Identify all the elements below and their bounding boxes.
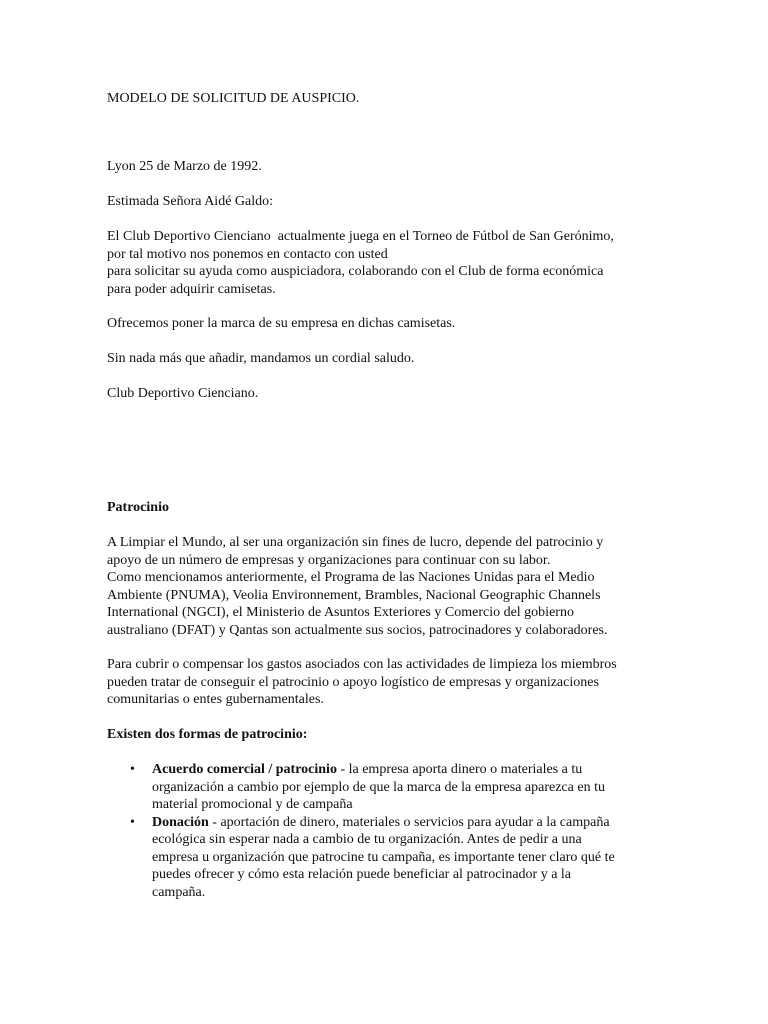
text-line: para solicitar su ayuda como auspiciadora, colaborando con el Club de forma económica <box>107 264 604 279</box>
bullet-icon: • <box>130 814 135 830</box>
text-line: Ambiente (PNUMA), Veolia Environnement, Brambles, Nacional Geographic Channels <box>107 587 601 603</box>
text-line: ecológica sin esperar nada a cambio de tu organización. Antes de pedir a una <box>152 832 582 847</box>
text-line: comunitarias o entes gubernamentales. <box>107 692 324 707</box>
text-line: International (NGCI), el Ministerio de Asuntos Exteriores y Comercio del gobierno <box>107 605 574 620</box>
text-line: material promocional y de campaña <box>152 797 353 812</box>
forms-list <box>107 761 667 901</box>
text-line: pueden tratar de conseguir el patrocinio o apoyo logístico de empresas y organizaciones <box>107 674 599 690</box>
text-line: El Club Deportivo Cienciano actualmente juega en el Torneo de Fútbol de San Gerónimo, <box>107 229 614 244</box>
letter-paragraph-closing: Sin nada más que añadir, mandamos un cordial saludo. <box>107 351 415 366</box>
text-line: apoyo de un número de empresas y organizaciones para continuar con su labor. <box>107 552 551 568</box>
list-item <box>107 814 667 902</box>
text-line: Para cubrir o compensar los gastos asociados con las actividades de limpieza los miembros <box>107 657 617 672</box>
bullet-icon: • <box>130 762 135 777</box>
patrocinio-paragraph-2 <box>107 656 667 709</box>
text-line: campaña. <box>152 884 206 900</box>
list-item-term: Acuerdo comercial / patrocinio <box>152 762 337 777</box>
list-item-text: - aportación de dinero, materiales o servicios para ayudar a la campaña <box>208 814 610 830</box>
text-line: organización a cambio por ejemplo de que la marca de la empresa aparezca en tu <box>152 779 605 795</box>
text-line: A Limpiar el Mundo, al ser una organización sin fines de lucro, depende del patrocinio y <box>107 535 604 550</box>
text-line: puedes ofrecer y cómo esta relación puede beneficiar al patrocinador y a la <box>152 867 572 882</box>
text-line: por tal motivo nos ponemos en contacto con usted <box>107 246 388 262</box>
text-line: australiano (DFAT) y Qantas son actualmente sus socios, patrocinadores y colaboradores. <box>107 622 608 638</box>
letter-paragraph-request <box>107 228 667 298</box>
list-item-term: Donación <box>152 814 209 830</box>
letter-title: MODELO DE SOLICITUD DE AUSPICIO. <box>107 91 360 106</box>
patrocinio-paragraph-1 <box>107 534 667 639</box>
text-line: Como mencionamos anteriormente, el Programa de las Naciones Unidas para el Medio <box>107 570 595 585</box>
list-item <box>107 761 667 814</box>
list-item-text: - la empresa aporta dinero o materiales a tu <box>336 762 583 777</box>
letter-paragraph-offer: Ofrecemos poner la marca de su empresa en dichas camisetas. <box>107 316 456 331</box>
text-line: para poder adquirir camisetas. <box>107 281 276 297</box>
text-line: empresa u organización que patrocine tu campaña, es importante tener claro qué te <box>152 849 615 865</box>
letter-greeting: Estimada Señora Aidé Galdo: <box>107 194 274 209</box>
forms-heading: Existen dos formas de patrocinio: <box>107 727 308 742</box>
section-heading-patrocinio: Patrocinio <box>107 500 169 515</box>
letter-date: Lyon 25 de Marzo de 1992. <box>107 159 262 174</box>
letter-signature: Club Deportivo Cienciano. <box>107 386 259 401</box>
